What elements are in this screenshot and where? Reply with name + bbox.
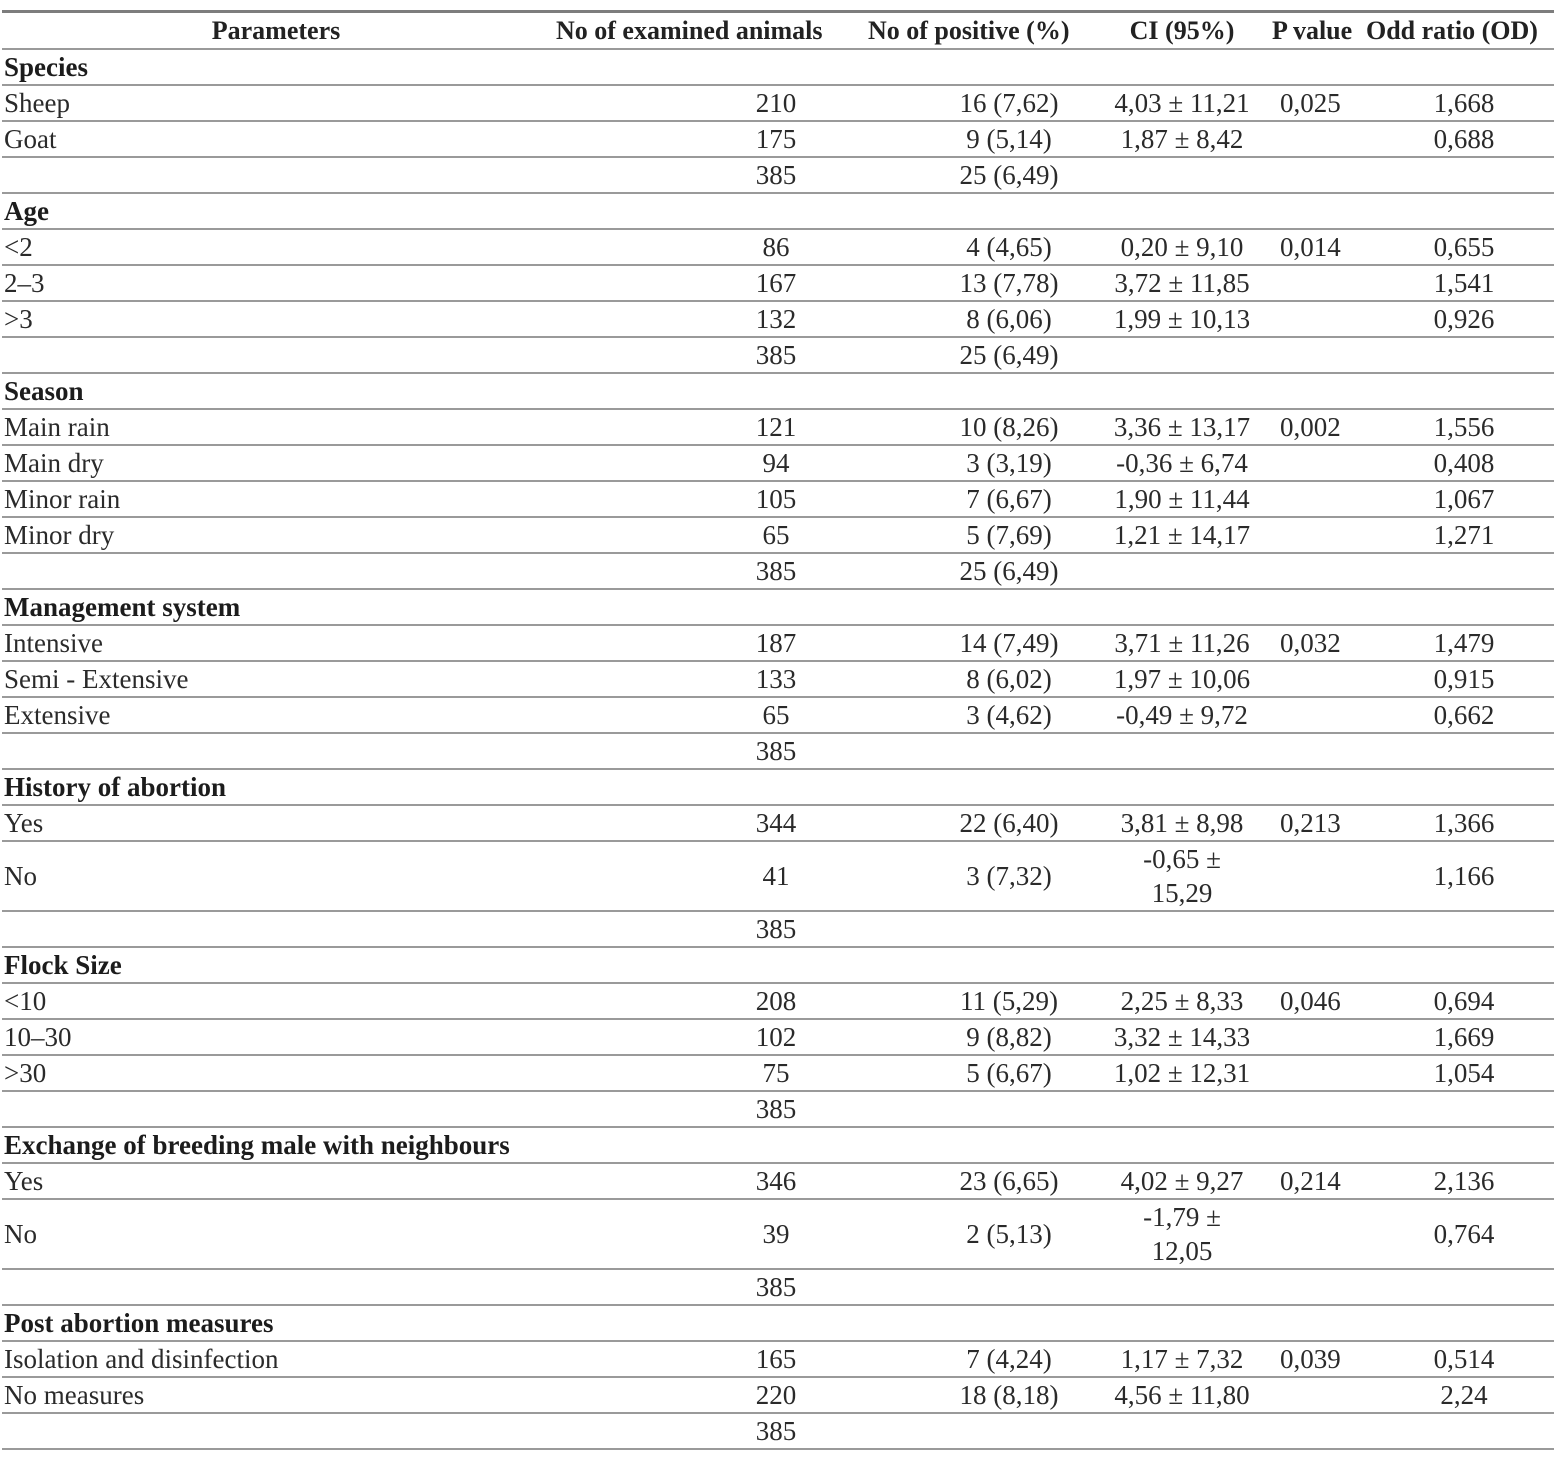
row-examined: 346 xyxy=(550,1163,862,1199)
row-examined: 133 xyxy=(550,661,862,697)
total-p-value xyxy=(1266,1269,1362,1305)
row-p-value: 0,014 xyxy=(1266,229,1362,265)
row-ci: 1,17 ± 7,32 xyxy=(1098,1341,1266,1377)
row-p-value: 0,002 xyxy=(1266,409,1362,445)
table-row xyxy=(2,301,1554,337)
total-odds-ratio xyxy=(1362,157,1554,193)
row-ci: 3,72 ± 11,85 xyxy=(1098,265,1266,301)
row-parameter: Isolation and disinfection xyxy=(2,1341,550,1377)
section-title: Management system xyxy=(2,589,1554,625)
total-p-value xyxy=(1266,733,1362,769)
row-positive: 18 (8,18) xyxy=(862,1377,1098,1413)
total-positive xyxy=(862,1413,1098,1449)
row-p-value: 0,032 xyxy=(1266,625,1362,661)
row-positive: 16 (7,62) xyxy=(862,85,1098,121)
row-p-value xyxy=(1266,301,1362,337)
total-ci xyxy=(1098,1413,1266,1449)
row-examined: 39 xyxy=(550,1199,862,1269)
section-header-row xyxy=(2,193,1554,229)
total-odds-ratio xyxy=(1362,337,1554,373)
row-odds-ratio: 0,655 xyxy=(1362,229,1554,265)
risk-factor-table xyxy=(2,10,1554,1450)
total-positive xyxy=(862,733,1098,769)
row-positive: 22 (6,40) xyxy=(862,805,1098,841)
section-title: Flock Size xyxy=(2,947,1554,983)
row-positive: 3 (7,32) xyxy=(862,841,1098,911)
table-row xyxy=(2,85,1554,121)
row-odds-ratio: 0,688 xyxy=(1362,121,1554,157)
total-ci xyxy=(1098,911,1266,947)
row-parameter: Main rain xyxy=(2,409,550,445)
total-label xyxy=(2,1413,550,1449)
header-positive: No of positive (%) xyxy=(862,12,1098,50)
row-parameter: >3 xyxy=(2,301,550,337)
row-odds-ratio: 1,166 xyxy=(1362,841,1554,911)
row-p-value: 0,039 xyxy=(1266,1341,1362,1377)
row-ci: 3,32 ± 14,33 xyxy=(1098,1019,1266,1055)
row-ci: -0,49 ± 9,72 xyxy=(1098,697,1266,733)
header-examined: No of examined animals xyxy=(550,12,862,50)
row-ci-text: -1,79 ± 12,05 xyxy=(1143,1202,1221,1266)
row-examined: 208 xyxy=(550,983,862,1019)
row-ci: 1,99 ± 10,13 xyxy=(1098,301,1266,337)
table-row xyxy=(2,1377,1554,1413)
row-p-value xyxy=(1266,841,1362,911)
row-p-value: 0,046 xyxy=(1266,983,1362,1019)
total-examined: 385 xyxy=(550,553,862,589)
total-label xyxy=(2,553,550,589)
row-positive: 23 (6,65) xyxy=(862,1163,1098,1199)
total-examined: 385 xyxy=(550,733,862,769)
row-examined: 41 xyxy=(550,841,862,911)
total-ci xyxy=(1098,1269,1266,1305)
total-label xyxy=(2,1091,550,1127)
section-total-row xyxy=(2,1269,1554,1305)
total-odds-ratio xyxy=(1362,553,1554,589)
section-header-row xyxy=(2,373,1554,409)
row-parameter: <2 xyxy=(2,229,550,265)
total-examined: 385 xyxy=(550,157,862,193)
row-odds-ratio: 1,556 xyxy=(1362,409,1554,445)
row-examined: 165 xyxy=(550,1341,862,1377)
total-odds-ratio xyxy=(1362,1413,1554,1449)
row-odds-ratio: 1,669 xyxy=(1362,1019,1554,1055)
table-header-row xyxy=(2,12,1554,50)
row-ci: 1,21 ± 14,17 xyxy=(1098,517,1266,553)
row-ci: -0,36 ± 6,74 xyxy=(1098,445,1266,481)
row-odds-ratio: 1,668 xyxy=(1362,85,1554,121)
row-parameter: >30 xyxy=(2,1055,550,1091)
row-ci: 3,36 ± 13,17 xyxy=(1098,409,1266,445)
row-parameter: Sheep xyxy=(2,85,550,121)
section-header-row xyxy=(2,49,1554,85)
section-total-row xyxy=(2,1091,1554,1127)
row-positive: 7 (6,67) xyxy=(862,481,1098,517)
section-header-row xyxy=(2,947,1554,983)
table-row xyxy=(2,445,1554,481)
row-examined: 210 xyxy=(550,85,862,121)
row-examined: 65 xyxy=(550,517,862,553)
total-positive xyxy=(862,1091,1098,1127)
total-label xyxy=(2,157,550,193)
total-odds-ratio xyxy=(1362,1269,1554,1305)
row-examined: 105 xyxy=(550,481,862,517)
row-ci xyxy=(1098,1199,1266,1269)
row-p-value xyxy=(1266,661,1362,697)
row-parameter: <10 xyxy=(2,983,550,1019)
risk-factor-table-container xyxy=(2,10,1554,1450)
row-parameter: Yes xyxy=(2,805,550,841)
total-odds-ratio xyxy=(1362,733,1554,769)
row-p-value xyxy=(1266,1199,1362,1269)
row-p-value xyxy=(1266,697,1362,733)
row-odds-ratio: 0,408 xyxy=(1362,445,1554,481)
section-title: History of abortion xyxy=(2,769,1554,805)
table-row xyxy=(2,121,1554,157)
total-ci xyxy=(1098,553,1266,589)
row-ci: 4,02 ± 9,27 xyxy=(1098,1163,1266,1199)
row-examined: 220 xyxy=(550,1377,862,1413)
row-odds-ratio: 0,915 xyxy=(1362,661,1554,697)
row-positive: 8 (6,06) xyxy=(862,301,1098,337)
total-odds-ratio xyxy=(1362,1091,1554,1127)
total-ci xyxy=(1098,337,1266,373)
row-positive: 5 (6,67) xyxy=(862,1055,1098,1091)
row-ci: 1,97 ± 10,06 xyxy=(1098,661,1266,697)
section-total-row xyxy=(2,1413,1554,1449)
row-positive: 8 (6,02) xyxy=(862,661,1098,697)
total-label xyxy=(2,911,550,947)
row-p-value xyxy=(1266,517,1362,553)
section-total-row xyxy=(2,157,1554,193)
row-parameter: No measures xyxy=(2,1377,550,1413)
total-p-value xyxy=(1266,337,1362,373)
section-total-row xyxy=(2,733,1554,769)
section-title: Post abortion measures xyxy=(2,1305,1554,1341)
row-ci: 0,20 ± 9,10 xyxy=(1098,229,1266,265)
row-odds-ratio: 2,24 xyxy=(1362,1377,1554,1413)
row-positive: 13 (7,78) xyxy=(862,265,1098,301)
row-p-value xyxy=(1266,445,1362,481)
total-examined: 385 xyxy=(550,1413,862,1449)
row-parameter: Minor rain xyxy=(2,481,550,517)
row-positive: 4 (4,65) xyxy=(862,229,1098,265)
row-parameter: Yes xyxy=(2,1163,550,1199)
table-row xyxy=(2,805,1554,841)
row-odds-ratio: 0,926 xyxy=(1362,301,1554,337)
row-odds-ratio: 2,136 xyxy=(1362,1163,1554,1199)
table-row xyxy=(2,229,1554,265)
row-positive: 14 (7,49) xyxy=(862,625,1098,661)
row-p-value xyxy=(1266,1055,1362,1091)
row-parameter: Goat xyxy=(2,121,550,157)
header-ci: CI (95%) xyxy=(1098,12,1266,50)
row-examined: 121 xyxy=(550,409,862,445)
section-title: Species xyxy=(2,49,1554,85)
row-odds-ratio: 1,479 xyxy=(1362,625,1554,661)
total-ci xyxy=(1098,157,1266,193)
table-row xyxy=(2,1019,1554,1055)
row-positive: 9 (8,82) xyxy=(862,1019,1098,1055)
total-examined: 385 xyxy=(550,911,862,947)
total-positive: 25 (6,49) xyxy=(862,337,1098,373)
row-parameter: No xyxy=(2,1199,550,1269)
table-row xyxy=(2,697,1554,733)
total-label xyxy=(2,337,550,373)
section-total-row xyxy=(2,337,1554,373)
row-examined: 75 xyxy=(550,1055,862,1091)
row-ci xyxy=(1098,841,1266,911)
row-odds-ratio: 1,366 xyxy=(1362,805,1554,841)
total-odds-ratio xyxy=(1362,911,1554,947)
row-ci: 1,90 ± 11,44 xyxy=(1098,481,1266,517)
section-header-row xyxy=(2,589,1554,625)
row-ci: 2,25 ± 8,33 xyxy=(1098,983,1266,1019)
row-p-value xyxy=(1266,121,1362,157)
table-row xyxy=(2,409,1554,445)
row-p-value: 0,213 xyxy=(1266,805,1362,841)
row-examined: 175 xyxy=(550,121,862,157)
row-odds-ratio: 1,067 xyxy=(1362,481,1554,517)
row-examined: 102 xyxy=(550,1019,862,1055)
total-label xyxy=(2,733,550,769)
total-positive: 25 (6,49) xyxy=(862,553,1098,589)
table-row xyxy=(2,841,1554,911)
table-body xyxy=(2,49,1554,1449)
total-ci xyxy=(1098,733,1266,769)
total-examined: 385 xyxy=(550,1091,862,1127)
table-row xyxy=(2,983,1554,1019)
row-odds-ratio: 0,514 xyxy=(1362,1341,1554,1377)
table-row xyxy=(2,661,1554,697)
row-positive: 3 (3,19) xyxy=(862,445,1098,481)
row-examined: 132 xyxy=(550,301,862,337)
row-examined: 94 xyxy=(550,445,862,481)
row-ci-text: -0,65 ± 15,29 xyxy=(1143,844,1221,908)
row-examined: 65 xyxy=(550,697,862,733)
row-examined: 167 xyxy=(550,265,862,301)
row-examined: 344 xyxy=(550,805,862,841)
row-odds-ratio: 1,271 xyxy=(1362,517,1554,553)
total-positive xyxy=(862,911,1098,947)
row-examined: 86 xyxy=(550,229,862,265)
table-row xyxy=(2,1055,1554,1091)
row-odds-ratio: 1,541 xyxy=(1362,265,1554,301)
row-odds-ratio: 0,764 xyxy=(1362,1199,1554,1269)
total-p-value xyxy=(1266,553,1362,589)
table-row xyxy=(2,625,1554,661)
row-positive: 9 (5,14) xyxy=(862,121,1098,157)
row-parameter: Minor dry xyxy=(2,517,550,553)
row-positive: 2 (5,13) xyxy=(862,1199,1098,1269)
row-ci: 3,71 ± 11,26 xyxy=(1098,625,1266,661)
table-row xyxy=(2,1163,1554,1199)
row-positive: 5 (7,69) xyxy=(862,517,1098,553)
row-positive: 7 (4,24) xyxy=(862,1341,1098,1377)
row-parameter: Extensive xyxy=(2,697,550,733)
row-ci: 4,03 ± 11,21 xyxy=(1098,85,1266,121)
total-positive: 25 (6,49) xyxy=(862,157,1098,193)
row-p-value: 0,214 xyxy=(1266,1163,1362,1199)
row-ci: 4,56 ± 11,80 xyxy=(1098,1377,1266,1413)
section-header-row xyxy=(2,1127,1554,1163)
row-positive: 11 (5,29) xyxy=(862,983,1098,1019)
row-parameter: Main dry xyxy=(2,445,550,481)
section-total-row xyxy=(2,553,1554,589)
row-odds-ratio: 0,694 xyxy=(1362,983,1554,1019)
header-parameters: Parameters xyxy=(2,12,550,50)
row-p-value xyxy=(1266,265,1362,301)
row-parameter: 10–30 xyxy=(2,1019,550,1055)
row-positive: 3 (4,62) xyxy=(862,697,1098,733)
row-parameter: Intensive xyxy=(2,625,550,661)
row-parameter: 2–3 xyxy=(2,265,550,301)
row-parameter: No xyxy=(2,841,550,911)
row-ci: 3,81 ± 8,98 xyxy=(1098,805,1266,841)
section-header-row xyxy=(2,1305,1554,1341)
row-odds-ratio: 0,662 xyxy=(1362,697,1554,733)
total-p-value xyxy=(1266,1091,1362,1127)
row-ci: 1,02 ± 12,31 xyxy=(1098,1055,1266,1091)
section-title: Exchange of breeding male with neighbours xyxy=(2,1127,1554,1163)
table-row xyxy=(2,265,1554,301)
section-total-row xyxy=(2,911,1554,947)
row-p-value xyxy=(1266,1377,1362,1413)
section-header-row xyxy=(2,769,1554,805)
row-p-value xyxy=(1266,1019,1362,1055)
row-ci: 1,87 ± 8,42 xyxy=(1098,121,1266,157)
total-positive xyxy=(862,1269,1098,1305)
row-positive: 10 (8,26) xyxy=(862,409,1098,445)
table-row xyxy=(2,1199,1554,1269)
total-examined: 385 xyxy=(550,1269,862,1305)
total-label xyxy=(2,1269,550,1305)
section-title: Age xyxy=(2,193,1554,229)
row-odds-ratio: 1,054 xyxy=(1362,1055,1554,1091)
section-title: Season xyxy=(2,373,1554,409)
row-p-value: 0,025 xyxy=(1266,85,1362,121)
header-odds-ratio: Odd ratio (OD) xyxy=(1362,12,1554,50)
total-ci xyxy=(1098,1091,1266,1127)
table-row xyxy=(2,517,1554,553)
total-p-value xyxy=(1266,1413,1362,1449)
row-parameter: Semi - Extensive xyxy=(2,661,550,697)
row-examined: 187 xyxy=(550,625,862,661)
total-p-value xyxy=(1266,911,1362,947)
header-p-value: P value xyxy=(1266,12,1362,50)
total-examined: 385 xyxy=(550,337,862,373)
row-p-value xyxy=(1266,481,1362,517)
table-row xyxy=(2,481,1554,517)
table-row xyxy=(2,1341,1554,1377)
total-p-value xyxy=(1266,157,1362,193)
